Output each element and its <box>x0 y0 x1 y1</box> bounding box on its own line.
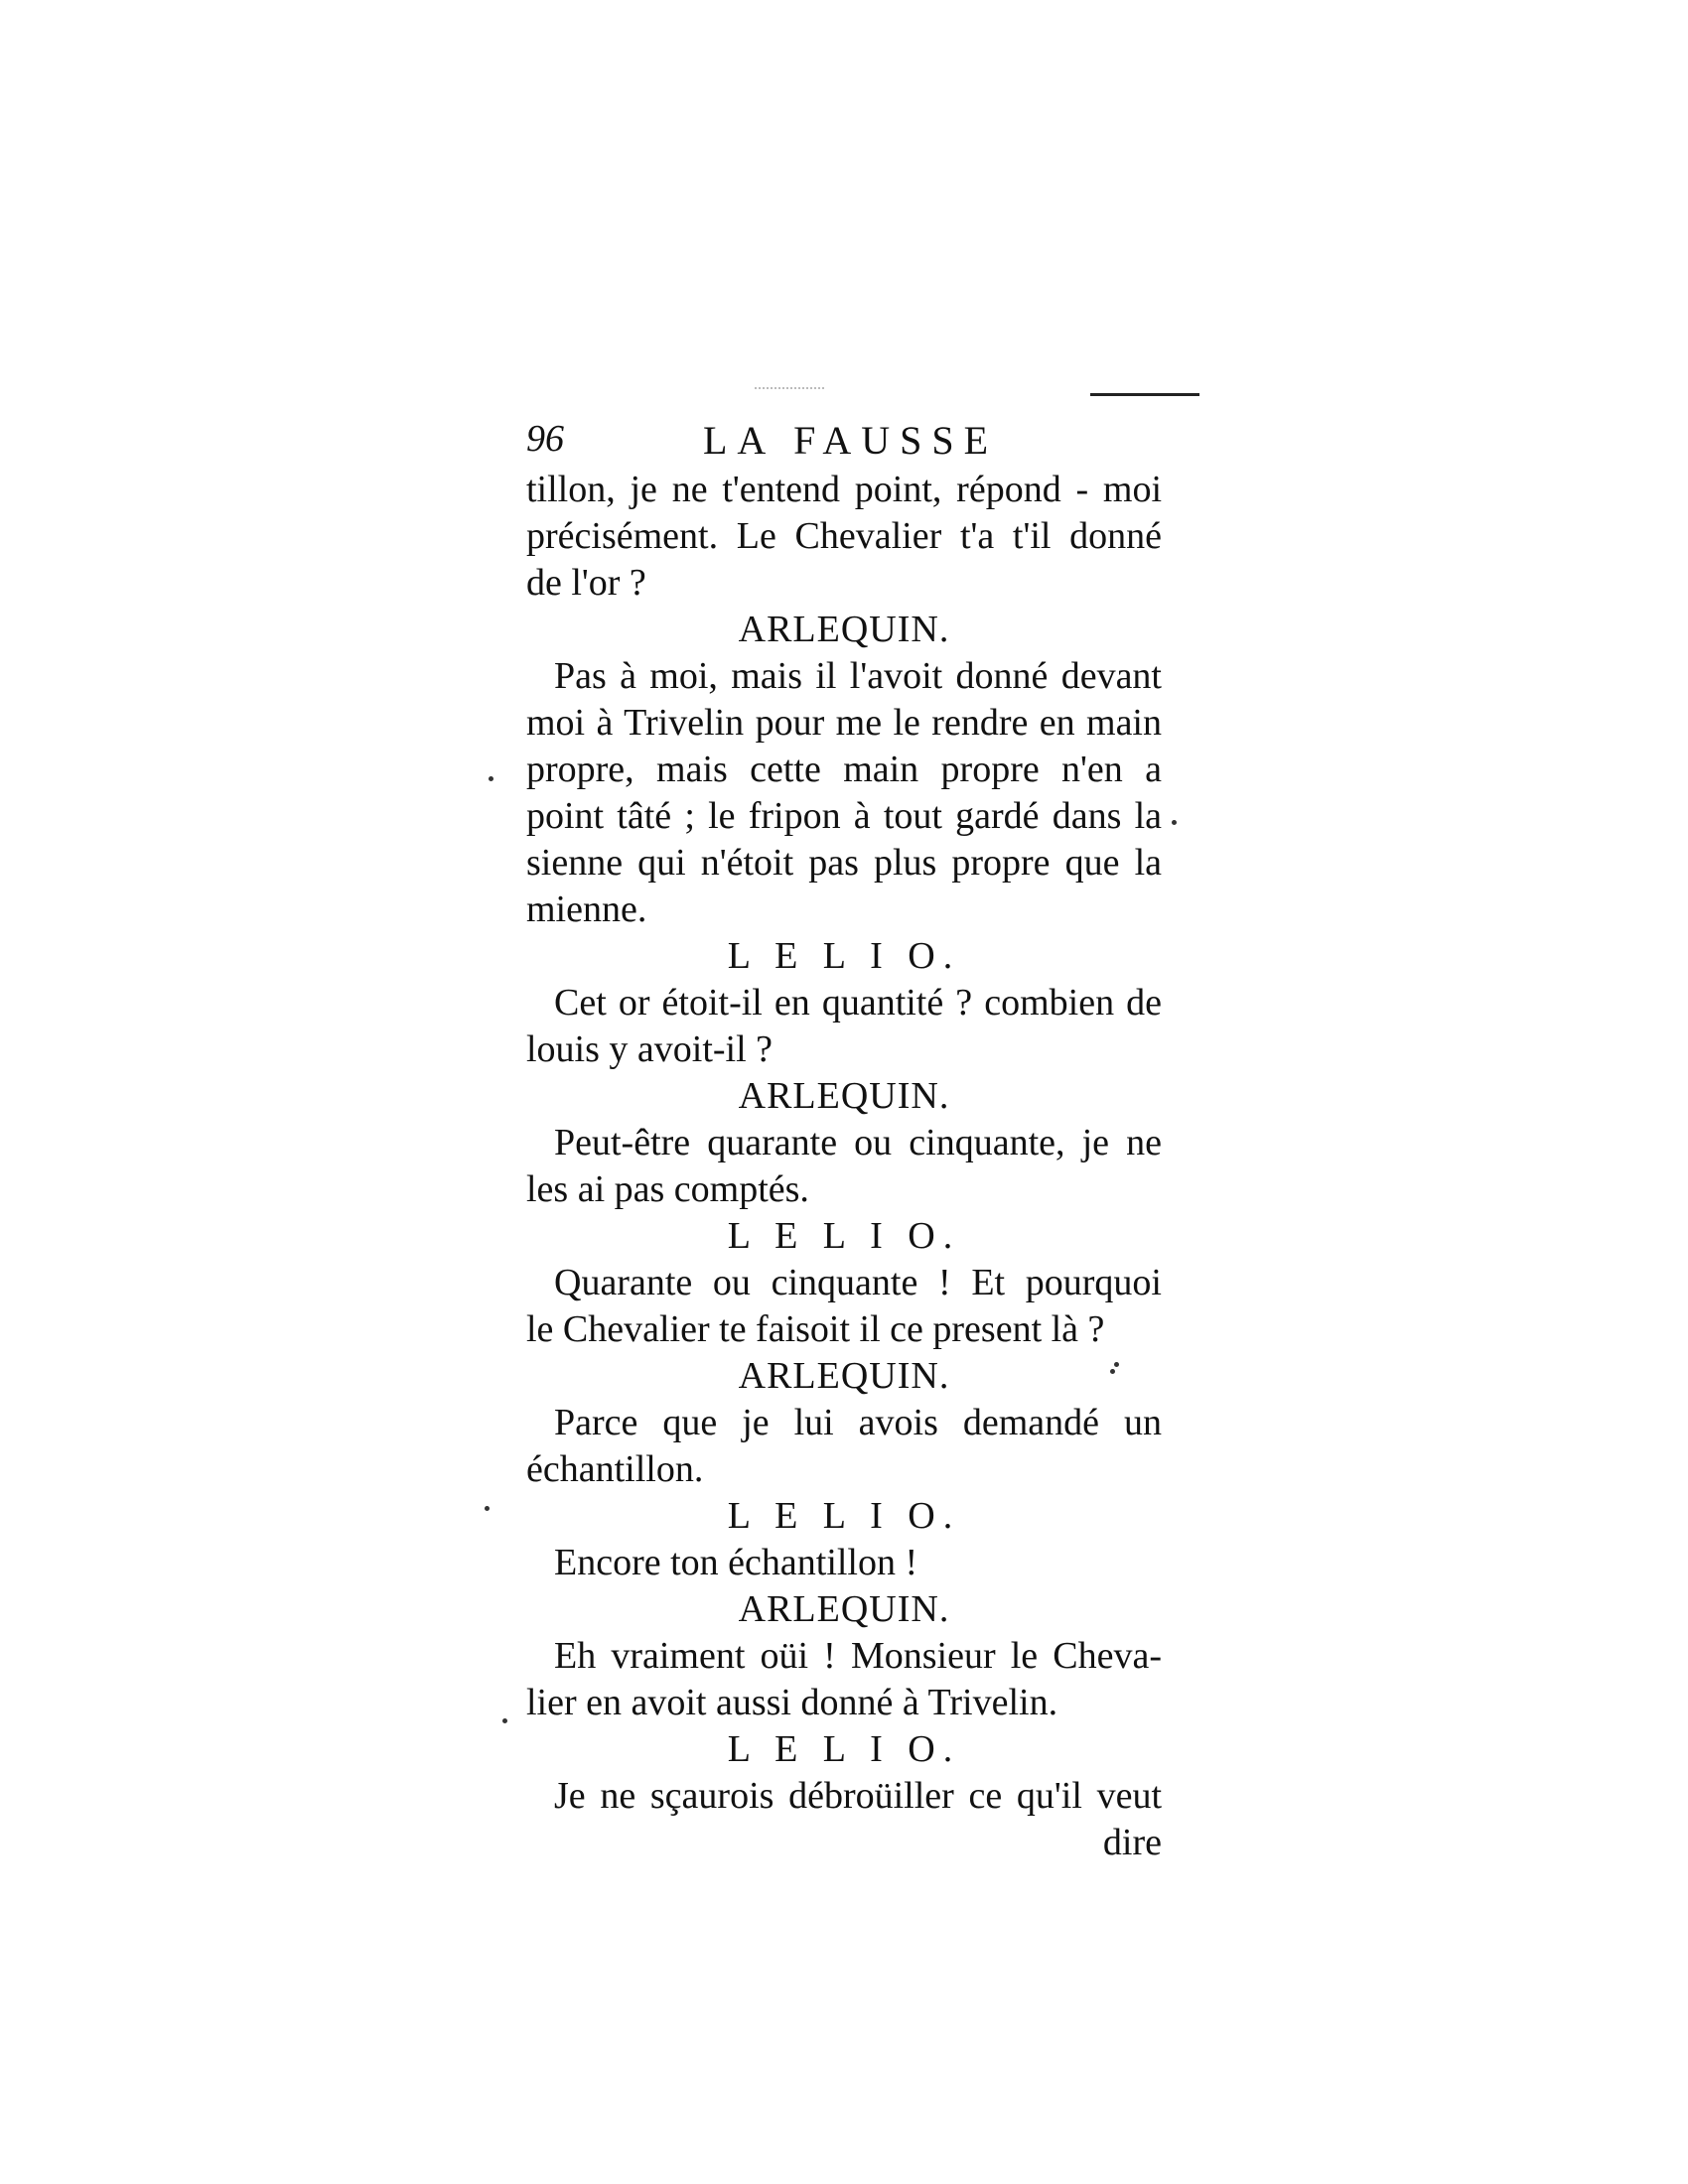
text-line: mienne. <box>526 888 647 930</box>
speaker-name: L E L I O. <box>727 1495 961 1537</box>
text-line: les ai pas comptés. <box>526 1168 809 1210</box>
text-line: moi à Trivelin pour me le rendre en main <box>526 702 1162 744</box>
page-number: 96 <box>526 418 564 460</box>
speaker-name: L E L I O. <box>727 1215 961 1257</box>
text-line: Pas à moi, mais il l'avoit donné devant <box>554 655 1162 697</box>
speaker-name: ARLEQUIN. <box>738 1588 950 1630</box>
text-line: louis y avoit-il ? <box>526 1028 774 1070</box>
text-line: Parce que je lui avois demandé un <box>554 1402 1162 1443</box>
text-line: sienne qui n'étoit pas plus propre que la <box>526 842 1162 884</box>
ink-speck <box>489 776 493 781</box>
speaker-name: L E L I O. <box>727 935 961 977</box>
ink-speck <box>1114 1362 1119 1367</box>
text-line: Je ne sçaurois débroüiller ce qu'il veut <box>554 1775 1162 1817</box>
text-line: lier en avoit aussi donné à Trivelin. <box>526 1682 1058 1723</box>
running-head: LA FAUSSE <box>703 418 999 463</box>
ink-speck <box>485 1506 490 1511</box>
faint-printing-mark <box>755 387 824 389</box>
speaker-name: ARLEQUIN. <box>738 1075 950 1117</box>
text-line: propre, mais cette main propre n'en a <box>526 749 1162 790</box>
text-line: le Chevalier te faisoit il ce present là ? <box>526 1308 1105 1350</box>
speaker-name: ARLEQUIN. <box>738 609 950 650</box>
catchword: dire <box>1102 1822 1162 1863</box>
text-line: Peut-être quarante ou cinquante, je ne <box>554 1122 1162 1163</box>
text-line: Quarante ou cinquante ! Et pourquoi <box>554 1262 1162 1303</box>
text-line: Cet or étoit-il en quantité ? combien de <box>554 982 1162 1024</box>
text-line: précisément. Le Chevalier t'a t'il donné <box>526 515 1162 557</box>
text-line: échantillon. <box>526 1448 704 1490</box>
text-line: Eh vraiment oüi ! Monsieur le Cheva- <box>554 1635 1162 1677</box>
speaker-name: L E L I O. <box>727 1728 961 1770</box>
header-rule <box>1090 393 1199 396</box>
text-line: de l'or ? <box>526 562 646 604</box>
text-line: point tâté ; le fripon à tout gardé dans la <box>526 795 1162 837</box>
page-text <box>526 467 1162 1866</box>
ink-speck <box>1172 820 1177 825</box>
text-line: tillon, je ne t'entend point, répond - moi <box>526 469 1162 510</box>
speaker-name: ARLEQUIN. <box>738 1355 950 1397</box>
ink-speck <box>1110 1369 1115 1374</box>
ink-speck <box>502 1718 507 1723</box>
text-line: Encore ton échantillon ! <box>554 1542 918 1583</box>
